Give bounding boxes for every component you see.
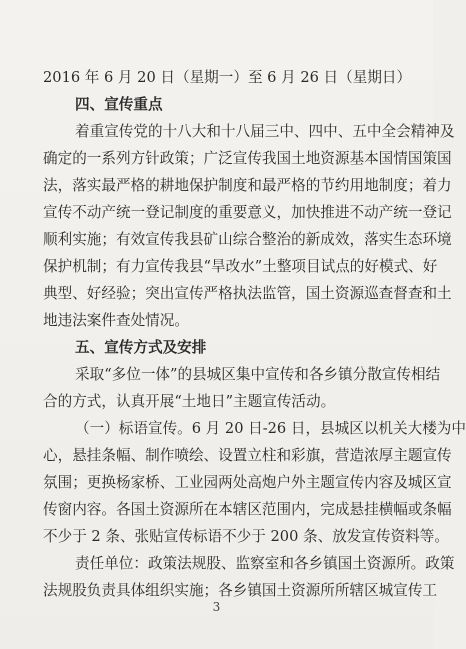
responsibility-paragraph (43, 550, 455, 604)
paragraph-line: 顺利实施；有效宣传我县矿山综合整治的新成效，落实生态环境 (43, 231, 452, 248)
paragraph-line: （一）标语宣传。6 月 20 日-26 日，县城区以机关大楼为中 (75, 420, 466, 437)
paragraph-line: 保护机制；有力宣传我县“旱改水”土整项目试点的好模式、好 (43, 258, 438, 275)
paragraph-line: 传窗内容。各国土资源所在本辖区范围内，完成悬挂横幅或条幅 (43, 501, 452, 518)
paragraph-line: 采取“多位一体”的县城区集中宣传和各乡镇分散宣传相结 (75, 366, 441, 383)
paragraph-line: 典型、好经验；突出宣传严格执法监管，国土资源巡查督查和土 (43, 285, 452, 302)
document-body (43, 64, 466, 604)
paragraph-line: 宣传不动产统一登记制度的重要意义，加快推进不动产统一登记 (43, 204, 452, 221)
paragraph-line: 地违法案件查处情况。 (43, 312, 189, 329)
section5-paragraph (43, 361, 441, 415)
page-number: 3 (212, 600, 221, 614)
paragraph-line: 心，悬挂条幅、制作喷绘、设置立柱和彩旗，营造浓厚主题宣传 (43, 447, 452, 464)
section4-heading: 四、宣传重点 (75, 96, 163, 113)
paragraph-line: 合的方式，认真开展“土地日”主题宣传活动。 (43, 393, 336, 410)
paragraph-line: 不少于 2 条、张贴宣传标语不少于 200 条、放发宣传资料等。 (43, 528, 449, 545)
paragraph-line: 确定的一系列方针政策；广泛宣传我国土地资源基本国情国策国 (43, 150, 452, 167)
section4-paragraph (43, 118, 455, 334)
paragraph-line: 氛围；更换杨家桥、工业园两处高炮户外主题宣传内容及城区宣 (43, 474, 452, 491)
paragraph-line: 责任单位：政策法规股、监察室和各乡镇国土资源所。政策 (75, 555, 455, 572)
paragraph-line: 着重宣传党的十八大和十八届三中、四中、五中全会精神及 (75, 123, 455, 140)
paragraph-line: 法，落实最严格的耕地保护制度和最严格的节约用地制度；着力 (43, 177, 452, 194)
section5-heading: 五、宣传方式及安排 (75, 339, 207, 356)
paragraph-line: 法规股负责具体组织实施；各乡镇国土资源所所辖区城宣传工 (43, 582, 438, 599)
date-range-line: 2016 年 6 月 20 日（星期一）至 6 月 26 日（星期日） (43, 69, 412, 86)
item1-paragraph (43, 415, 466, 550)
